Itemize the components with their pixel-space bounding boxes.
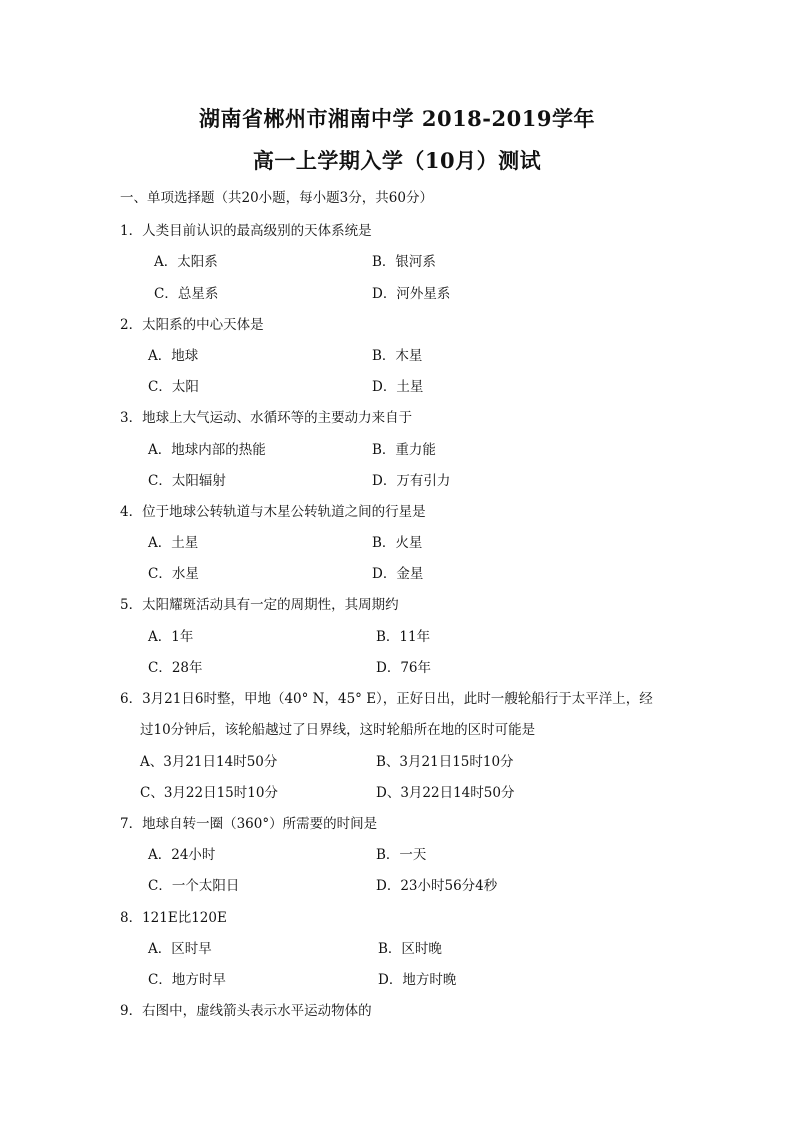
question-2-option-d: D．土星 (372, 379, 424, 395)
question-6-option-c: C、3月22日15时10分 (140, 785, 278, 801)
question-1-option-a: A．太阳系 (154, 254, 218, 270)
question-2-option-b: B．木星 (372, 348, 423, 364)
question-4-option-a: A．土星 (148, 535, 199, 551)
question-4-option-d: D．金星 (372, 566, 424, 582)
question-7-stem: 7．地球自转一圈（360°）所需要的时间是 (120, 816, 378, 832)
question-6-option-a: A、3月21日14时50分 (140, 754, 278, 770)
question-1-option-d: D．河外星系 (372, 286, 451, 302)
question-1-stem: 1．人类目前认识的最高级别的天体系统是 (120, 223, 372, 239)
question-3-option-a: A．地球内部的热能 (148, 442, 266, 458)
question-6-option-d: D、3月22日14时50分 (376, 785, 515, 801)
question-8-option-d: D．地方时晚 (378, 972, 457, 988)
question-2-stem: 2．太阳系的中心天体是 (120, 317, 264, 333)
question-7-option-a: A．24小时 (148, 847, 216, 863)
question-5-option-a: A．1年 (148, 629, 194, 645)
question-5-option-c: C．28年 (148, 660, 203, 676)
question-3-option-d: D．万有引力 (372, 473, 451, 489)
question-4-option-c: C．水星 (148, 566, 199, 582)
document-subtitle: 高一上学期入学（10月）测试 (252, 148, 542, 173)
question-5-stem: 5．太阳耀斑活动具有一定的周期性，其周期约 (120, 597, 399, 613)
question-2-option-a: A．地球 (148, 348, 199, 364)
question-4-option-b: B．火星 (372, 535, 423, 551)
question-1-option-c: C．总星系 (154, 286, 219, 302)
question-6-stem: 6．3月21日6时整，甲地（40° N，45° E），正好日出，此时一艘轮船行于太平洋上，经 (120, 691, 653, 707)
question-3-stem: 3．地球上大气运动、水循环等的主要动力来自于 (120, 410, 413, 426)
question-7-option-c: C．一个太阳日 (148, 878, 240, 894)
question-4-stem: 4．位于地球公转轨道与木星公转轨道之间的行星是 (120, 504, 426, 520)
question-8-option-a: A．区时早 (148, 941, 212, 957)
document-title: 湖南省郴州市湘南中学 2018-2019学年 (199, 106, 595, 131)
question-3-option-c: C．太阳辐射 (148, 473, 226, 489)
question-2-option-c: C．太阳 (148, 379, 199, 395)
question-7-option-d: D．23小时56分4秒 (376, 878, 498, 894)
question-1-option-b: B．银河系 (372, 254, 436, 270)
question-6-stem-continued: 过10分钟后，该轮船越过了日界线，这时轮船所在地的区时可能是 (140, 722, 536, 738)
question-8-option-b: B．区时晚 (378, 941, 442, 957)
question-3-option-b: B．重力能 (372, 442, 436, 458)
question-5-option-d: D．76年 (376, 660, 432, 676)
section-heading: 一、单项选择题（共20小题，每小题3分，共60分） (120, 190, 433, 206)
question-7-option-b: B．一天 (376, 847, 427, 863)
question-5-option-b: B．11年 (376, 629, 431, 645)
question-9-stem: 9．右图中，虚线箭头表示水平运动物体的 (120, 1003, 372, 1019)
question-8-stem: 8．121E比120E (120, 910, 227, 926)
question-8-option-c: C．地方时早 (148, 972, 226, 988)
question-6-option-b: B、3月21日15时10分 (376, 754, 514, 770)
